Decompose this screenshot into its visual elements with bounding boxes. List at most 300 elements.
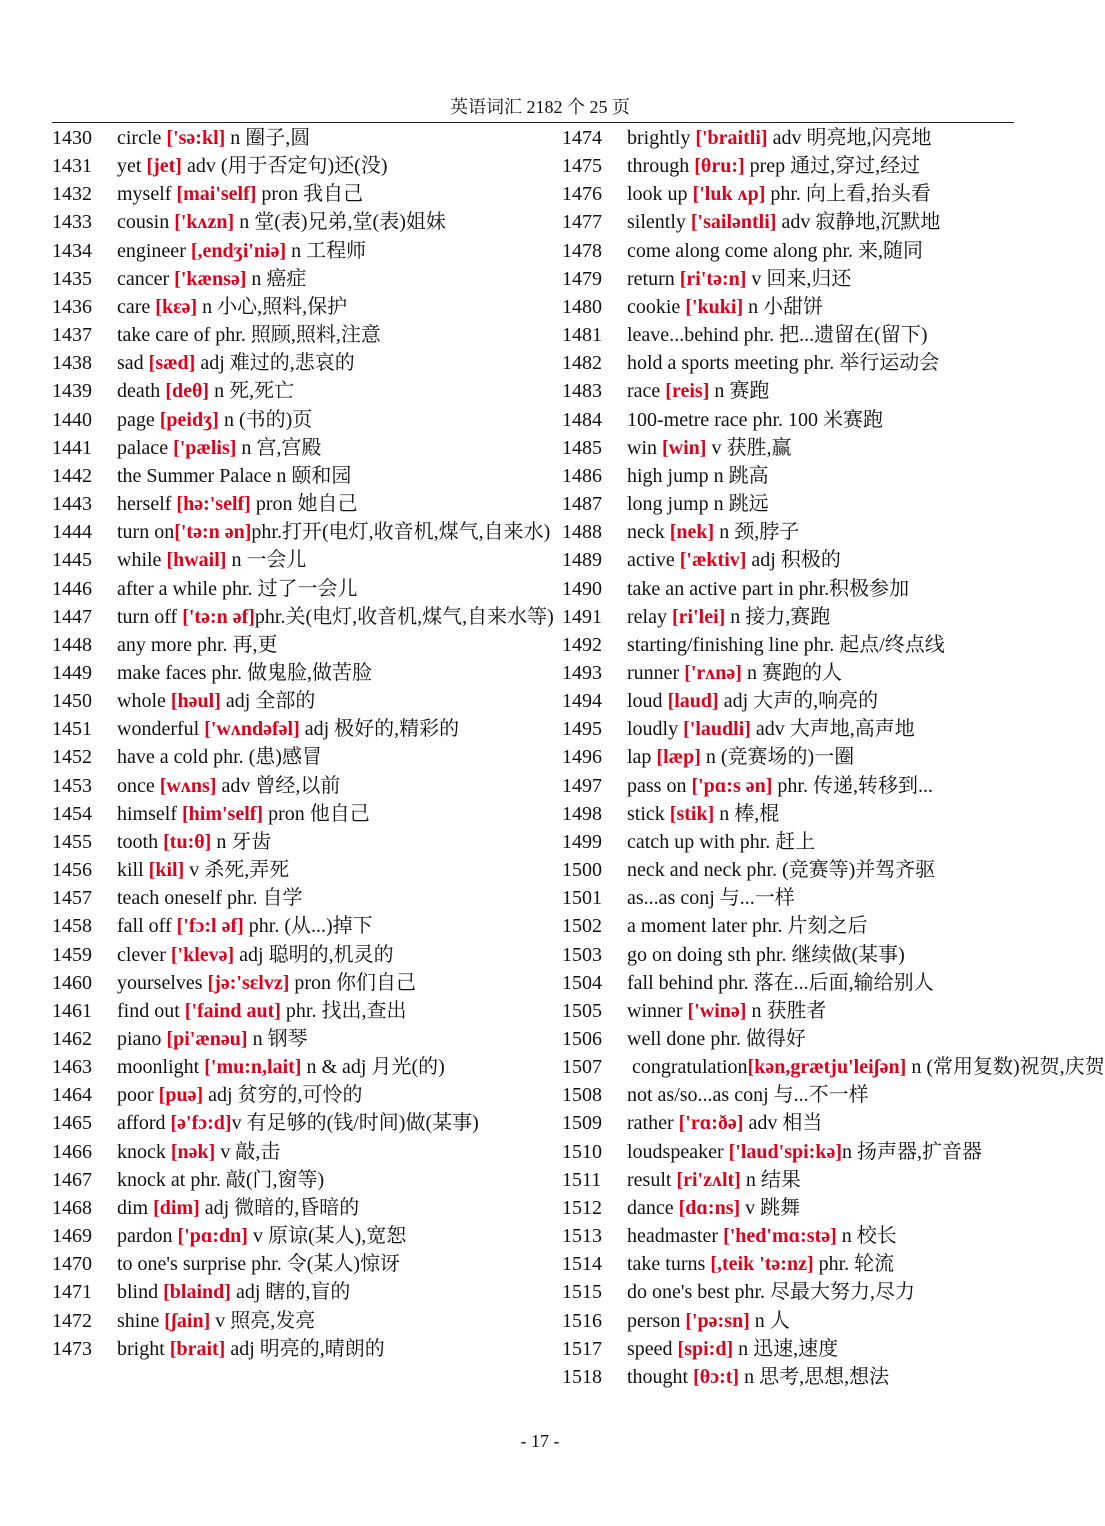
entry-phonetic: ['wʌndəfəl] (204, 718, 300, 741)
vocab-entry (52, 349, 522, 377)
entry-number: 1502 (562, 915, 602, 938)
entry-phonetic: [kɛə] (155, 295, 198, 318)
entry-phonetic: ['tə:n əf] (182, 605, 255, 628)
entry-number: 1507 (562, 1056, 602, 1079)
entry-definition: phr. 向上看,抬头看 (765, 183, 931, 206)
entry-number: 1473 (52, 1337, 92, 1360)
entry-definition: phr. 做鬼脸,做苦脸 (206, 661, 372, 684)
header-rule (52, 122, 1014, 123)
entry-number: 1434 (52, 239, 92, 262)
entry-word: headmaster (627, 1225, 724, 1248)
entry-definition: n 堂(表)兄弟,堂(表)姐妹 (234, 211, 446, 234)
entry-definition: n 获胜者 (746, 999, 827, 1022)
entry-phonetic: [dɑ:ns] (678, 1196, 741, 1219)
entry-definition: n 跳高 (708, 464, 769, 487)
entry-definition: n 癌症 (246, 267, 307, 290)
entry-word: congratulation (627, 1056, 748, 1079)
vocab-entry (52, 1194, 522, 1222)
entry-definition: n 死,死亡 (209, 380, 295, 403)
entry-number: 1461 (52, 999, 92, 1022)
vocab-entry (52, 969, 522, 997)
entry-phonetic: [him'self] (182, 802, 264, 825)
entry-definition: n 牙齿 (211, 830, 272, 853)
entry-number: 1508 (562, 1084, 602, 1107)
entry-word: moonlight (117, 1056, 205, 1079)
entry-number: 1460 (52, 971, 92, 994)
vocab-entry (562, 434, 1014, 462)
entry-definition: n 小心,照料,保护 (197, 295, 348, 318)
entry-number: 1458 (52, 915, 92, 938)
entry-phonetic: [θru:] (694, 155, 745, 178)
entry-number: 1482 (562, 352, 602, 375)
entry-word: care (117, 295, 156, 318)
entry-definition: phr. 轮流 (813, 1253, 895, 1276)
entry-word: loudly (627, 718, 684, 741)
entry-definition: n 一会儿 (226, 549, 307, 572)
entry-phonetic: [ri'zʌlt] (676, 1168, 741, 1191)
entry-word: look up (627, 183, 693, 206)
entry-phonetic: ['hed'mɑ:stə] (723, 1225, 837, 1248)
vocab-entry (562, 1166, 1014, 1194)
entry-definition: n 思考,思想,想法 (739, 1365, 890, 1388)
entry-definition: phr. 片刻之后 (746, 915, 868, 938)
vocab-entry (52, 1109, 522, 1137)
entry-number: 1487 (562, 493, 602, 516)
entry-phonetic: ['tə:n ən] (174, 521, 252, 544)
entry-number: 1495 (562, 718, 602, 741)
entry-word: take care of (117, 324, 211, 347)
entry-number: 1448 (52, 633, 92, 656)
entry-definition: v 有足够的(钱/时间)做(某事) (231, 1112, 479, 1135)
entry-definition: adv 相当 (743, 1112, 823, 1135)
entry-number: 1451 (52, 718, 92, 741)
entry-phonetic: [win] (662, 436, 707, 459)
entry-number: 1454 (52, 802, 92, 825)
entry-definition: adj 明亮的,晴朗的 (225, 1337, 385, 1360)
entry-phonetic: ['braitli] (695, 127, 768, 149)
vocab-entry (52, 1222, 522, 1250)
vocab-entry (52, 603, 554, 631)
vocab-entry (52, 152, 522, 180)
entry-definition: adv 明亮地,闪亮地 (767, 127, 932, 149)
entry-number: 1481 (562, 324, 602, 347)
entry-word: result (627, 1168, 677, 1191)
entry-word: catch up with (627, 830, 735, 853)
entry-number: 1444 (52, 521, 92, 544)
entry-definition: n 赛跑 (709, 380, 770, 403)
entry-phonetic: ['kænsə] (174, 267, 247, 290)
entry-number: 1503 (562, 943, 602, 966)
entry-number: 1462 (52, 1028, 92, 1050)
entry-definition: phr.关(电灯,收音机,煤气,自来水等) (254, 605, 554, 628)
vocab-entry (562, 293, 1014, 321)
entry-word: rather (627, 1112, 679, 1135)
vocab-entry (52, 800, 522, 828)
vocab-entry (562, 462, 1014, 490)
entry-definition: v 跳舞 (740, 1196, 801, 1219)
vocab-entry (52, 743, 522, 771)
entry-number: 1433 (52, 211, 92, 234)
entry-word: while (117, 549, 167, 572)
vocab-entry (562, 1222, 1014, 1250)
vocab-entry (562, 1053, 1105, 1081)
entry-phonetic: ['pə:sn] (685, 1309, 750, 1332)
entry-definition: n 扬声器,扩音器 (842, 1140, 982, 1163)
vocab-entry (562, 828, 1014, 856)
entry-word: engineer (117, 239, 191, 262)
entry-phonetic: ['laud'spi:kə] (728, 1140, 842, 1163)
vocab-entry (52, 490, 522, 518)
entry-word: speed (627, 1337, 678, 1360)
vocab-entry (562, 1194, 1014, 1222)
entry-number: 1472 (52, 1309, 92, 1332)
entry-word: once (117, 774, 160, 797)
entry-definition: phr. 找出,查出 (280, 999, 407, 1022)
entry-number: 1459 (52, 943, 92, 966)
entry-phonetic: [wʌns] (159, 774, 217, 797)
entry-number: 1504 (562, 971, 602, 994)
entry-word: to one's surprise (117, 1253, 247, 1276)
vocab-entry (52, 575, 522, 603)
vocab-entry (52, 518, 551, 546)
entry-phonetic: [spi:d] (677, 1337, 734, 1360)
entry-definition: pron 她自己 (250, 493, 358, 516)
vocab-entry (562, 856, 1014, 884)
entry-phonetic: ['æktiv] (679, 549, 747, 572)
entry-word: page (117, 408, 160, 431)
entry-definition: n 棒,棍 (714, 802, 780, 825)
entry-number: 1455 (52, 830, 92, 853)
entry-number: 1464 (52, 1084, 92, 1107)
entry-definition: n 接力,赛跑 (725, 605, 831, 628)
entry-definition: adv 大声地,高声地 (750, 718, 915, 741)
entry-definition: v 敲,击 (215, 1140, 281, 1163)
entry-phonetic: [pi'ænəu] (166, 1028, 248, 1050)
entry-definition: n (竞赛场的)一圈 (700, 746, 855, 769)
entry-number: 1470 (52, 1253, 92, 1276)
entry-word: person (627, 1309, 686, 1332)
entry-word: active (627, 549, 680, 572)
vocab-entry (562, 490, 1014, 518)
entry-word: death (117, 380, 166, 403)
vocab-entry (52, 321, 522, 349)
entry-word: take turns (627, 1253, 711, 1276)
entry-word: circle (117, 127, 167, 149)
vocab-entry (562, 1335, 1014, 1363)
entry-number: 1488 (562, 521, 602, 544)
entry-definition: conj 与...一样 (675, 887, 795, 910)
entry-phonetic: [jet] (146, 155, 182, 178)
entry-number: 1518 (562, 1365, 602, 1388)
vocab-entry (562, 997, 1014, 1025)
vocab-entry (52, 237, 522, 265)
entry-word: dance (627, 1196, 679, 1219)
vocab-entry (562, 180, 1014, 208)
entry-word: shine (117, 1309, 165, 1332)
entry-definition: phr. 尽最大努力,尽力 (729, 1281, 916, 1304)
entry-number: 1490 (562, 577, 602, 600)
entry-word: stick (627, 802, 670, 825)
entry-definition: prep 通过,穿过,经过 (744, 155, 921, 178)
entry-word: through (627, 155, 695, 178)
vocab-entry (52, 912, 522, 940)
vocab-entry (562, 265, 1014, 293)
vocab-entry (52, 1166, 522, 1194)
entry-phonetic: ['fɔ:l əf] (176, 915, 244, 938)
entry-definition: phr. 举行运动会 (798, 352, 940, 375)
entry-number: 1435 (52, 267, 92, 290)
entry-definition: adj 极好的,精彩的 (299, 718, 460, 741)
vocab-entry (52, 997, 522, 1025)
entry-definition: n 跳远 (708, 493, 769, 516)
vocab-entry (52, 715, 522, 743)
entry-number: 1478 (562, 239, 602, 262)
entry-word: do one's best (627, 1281, 730, 1304)
entry-word: any more (117, 633, 192, 656)
page-header: 英语词汇 2182 个 25 页 (450, 97, 630, 117)
entry-number: 1440 (52, 408, 92, 431)
entry-phonetic: [peidʒ] (159, 408, 219, 431)
entry-word: cookie (627, 295, 686, 318)
entry-definition: adj 全部的 (220, 690, 316, 713)
entry-word: whole (117, 690, 171, 713)
entry-word: thought (627, 1365, 694, 1388)
entry-phonetic: [nek] (669, 521, 715, 544)
entry-definition: n 宫,宫殿 (236, 436, 322, 459)
entry-number: 1453 (52, 774, 92, 797)
entry-word: lap (627, 746, 657, 769)
entry-word: loud (627, 690, 668, 713)
entry-phonetic: ['winə] (687, 999, 747, 1022)
entry-number: 1510 (562, 1140, 602, 1163)
entry-definition: phr. 把...遗留在(留下) (738, 324, 928, 347)
entry-number: 1443 (52, 493, 92, 516)
entry-number: 1483 (562, 380, 602, 403)
entry-number: 1513 (562, 1225, 602, 1248)
vocab-entry (562, 1081, 1014, 1109)
vocab-entry (52, 1025, 522, 1053)
vocab-entry (562, 1278, 1014, 1306)
entry-phonetic: [jə:'sɛlvz] (207, 971, 290, 994)
entry-definition: phr. (从...)掉下 (243, 915, 373, 938)
entry-definition: adj 瞎的,盲的 (230, 1281, 351, 1304)
entry-definition: adj 大声的,响亮的 (718, 690, 879, 713)
entry-definition: pron 我自己 (256, 183, 364, 206)
entry-phonetic: ['klevə] (170, 943, 235, 966)
entry-number: 1441 (52, 436, 92, 459)
vocab-entry (52, 124, 522, 152)
vocab-entry (52, 687, 522, 715)
entry-word: brightly (627, 127, 696, 149)
entry-definition: adv 曾经,以前 (216, 774, 341, 797)
entry-word: race (627, 380, 666, 403)
entry-definition: v 照亮,发亮 (210, 1309, 316, 1332)
vocab-entry (52, 1335, 522, 1363)
entry-definition: phr. 100 米赛跑 (747, 408, 884, 431)
entry-definition: n (常用复数)祝贺,庆贺 (906, 1056, 1105, 1079)
entry-word: palace (117, 436, 174, 459)
entry-word: take an active part in (627, 577, 794, 600)
entry-definition: adj 积极的 (746, 549, 841, 572)
entry-word: go on doing sth (627, 943, 751, 966)
entry-number: 1439 (52, 380, 92, 403)
entry-word: hold a sports meeting (627, 352, 799, 375)
entry-word: the Summer Palace (117, 464, 272, 487)
entry-number: 1452 (52, 746, 92, 769)
entry-word: cousin (117, 211, 175, 234)
entry-word: return (627, 267, 680, 290)
entry-phonetic: [nək] (170, 1140, 216, 1163)
entry-definition: v 回来,归还 (746, 267, 852, 290)
entry-word: clever (117, 943, 171, 966)
entry-definition: phr. 做得好 (705, 1028, 806, 1050)
entry-phonetic: ['sailəntli] (690, 211, 777, 234)
entry-phonetic: ['luk ʌp] (692, 183, 766, 206)
entry-number: 1500 (562, 859, 602, 882)
entry-word: loudspeaker (627, 1140, 729, 1163)
vocab-entry (562, 349, 1014, 377)
vocab-entry (562, 941, 1014, 969)
entry-definition: n 圈子,圆 (225, 127, 311, 149)
vocab-entry (562, 969, 1014, 997)
vocab-entry (52, 546, 522, 574)
vocab-entry (562, 321, 1014, 349)
entry-number: 1446 (52, 577, 92, 600)
entry-phonetic: ['pɑ:s ən] (691, 774, 773, 797)
entry-definition: v 获胜,赢 (706, 436, 792, 459)
vocab-entry (562, 884, 1014, 912)
vocab-entry (52, 1081, 522, 1109)
entry-definition: v 杀死,弄死 (184, 859, 290, 882)
entry-phonetic: [dim] (153, 1196, 200, 1219)
vocab-entry (562, 1363, 1014, 1391)
vocab-entry (562, 1025, 1014, 1053)
entry-word: knock at (117, 1168, 186, 1191)
entry-phonetic: ['sə:kl] (166, 127, 226, 149)
entry-phonetic: ['rʌnə] (684, 661, 742, 684)
vocab-entry (52, 659, 522, 687)
entry-phonetic: ['kʌzn] (174, 211, 235, 234)
vocab-entry (52, 631, 522, 659)
vocab-entry (52, 856, 522, 884)
entry-phonetic: [ə'fɔ:d] (170, 1112, 232, 1135)
vocab-entry (52, 208, 522, 236)
entry-word: have a cold (117, 746, 209, 769)
entry-definition: n 校长 (836, 1225, 897, 1248)
entry-definition: phr. 继续做(某事) (750, 943, 905, 966)
entry-phonetic: [hwail] (166, 549, 227, 572)
entry-word: as...as (627, 887, 676, 910)
entry-number: 1477 (562, 211, 602, 234)
entry-definition: phr. 再,更 (191, 633, 278, 656)
entry-definition: adv 寂静地,沉默地 (776, 211, 941, 234)
vocab-entry (562, 1138, 1014, 1166)
entry-word: leave...behind (627, 324, 739, 347)
entry-word: herself (117, 493, 177, 516)
entry-number: 1515 (562, 1281, 602, 1304)
entry-word: not as/so...as (627, 1084, 730, 1107)
entry-number: 1509 (562, 1112, 602, 1135)
entry-number: 1479 (562, 267, 602, 290)
vocab-entry (562, 1109, 1014, 1137)
entry-word: himself (117, 802, 182, 825)
entry-number: 1469 (52, 1225, 92, 1248)
entry-definition: phr. 来,随同 (817, 239, 924, 262)
entry-definition: phr. 自学 (221, 887, 303, 910)
entry-word: myself (117, 183, 177, 206)
page-number: - 17 - (520, 1431, 560, 1451)
entry-phonetic: [kən,grætju'leiʃən] (747, 1056, 907, 1079)
vocab-entry (52, 1053, 522, 1081)
entry-definition: phr. (竞赛等)并驾齐驱 (741, 859, 936, 882)
entry-phonetic: [reis] (665, 380, 710, 403)
entry-word: afford (117, 1112, 171, 1135)
entry-phonetic: ['rɑ:ðə] (678, 1112, 744, 1135)
entry-definition: phr. (患)感冒 (208, 746, 322, 769)
vocab-entry (562, 631, 1014, 659)
entry-definition: adj 微暗的,昏暗的 (199, 1196, 360, 1219)
entry-number: 1499 (562, 830, 602, 853)
entry-phonetic: [læp] (656, 746, 701, 769)
vocab-entry (562, 518, 1014, 546)
entry-word: silently (627, 211, 691, 234)
entry-definition: phr. 令(某人)惊讶 (246, 1253, 401, 1276)
entry-definition: n 结果 (740, 1168, 801, 1191)
entry-number: 1497 (562, 774, 602, 797)
vocab-entry (52, 1307, 522, 1335)
vocab-entry (562, 1250, 1014, 1278)
entry-number: 1485 (562, 436, 602, 459)
vocab-entry (562, 743, 1014, 771)
entry-definition: adv (用于否定句)还(没) (181, 155, 388, 178)
entry-word: win (627, 436, 662, 459)
vocab-entry (562, 546, 1014, 574)
vocab-entry (562, 406, 1014, 434)
entry-word: well done (627, 1028, 706, 1050)
vocab-entry (52, 406, 522, 434)
entry-word: bright (117, 1337, 170, 1360)
entry-definition: pron 他自己 (263, 802, 370, 825)
entry-number: 1449 (52, 661, 92, 684)
entry-number: 1430 (52, 127, 92, 149)
entry-definition: n 颐和园 (271, 464, 352, 487)
entry-number: 1432 (52, 183, 92, 206)
entry-number: 1493 (562, 661, 602, 684)
entry-word: turn off (117, 605, 183, 628)
entry-definition: n & adj 月光(的) (301, 1056, 445, 1079)
entry-word: runner (627, 661, 685, 684)
vocab-entry (562, 715, 1014, 743)
vocab-entry (52, 180, 522, 208)
entry-word: cancer (117, 267, 175, 290)
entry-definition: v 原谅(某人),宽恕 (247, 1225, 407, 1248)
entry-definition: pron 你们自己 (289, 971, 417, 994)
vocab-entry (52, 772, 522, 800)
entry-number: 1498 (562, 802, 602, 825)
entry-number: 1494 (562, 690, 602, 713)
vocab-entry (562, 687, 1014, 715)
entry-definition: phr. 敲(门,窗等) (185, 1168, 325, 1191)
entry-number: 1471 (52, 1281, 92, 1304)
entry-number: 1496 (562, 746, 602, 769)
entry-phonetic: ['mu:n,lait] (204, 1056, 302, 1079)
vocab-entry (562, 800, 1014, 828)
entry-number: 1437 (52, 324, 92, 347)
vocab-entry (562, 912, 1014, 940)
vocab-entry (52, 884, 522, 912)
entry-number: 1447 (52, 605, 92, 628)
entry-word: starting/finishing line (627, 633, 799, 656)
